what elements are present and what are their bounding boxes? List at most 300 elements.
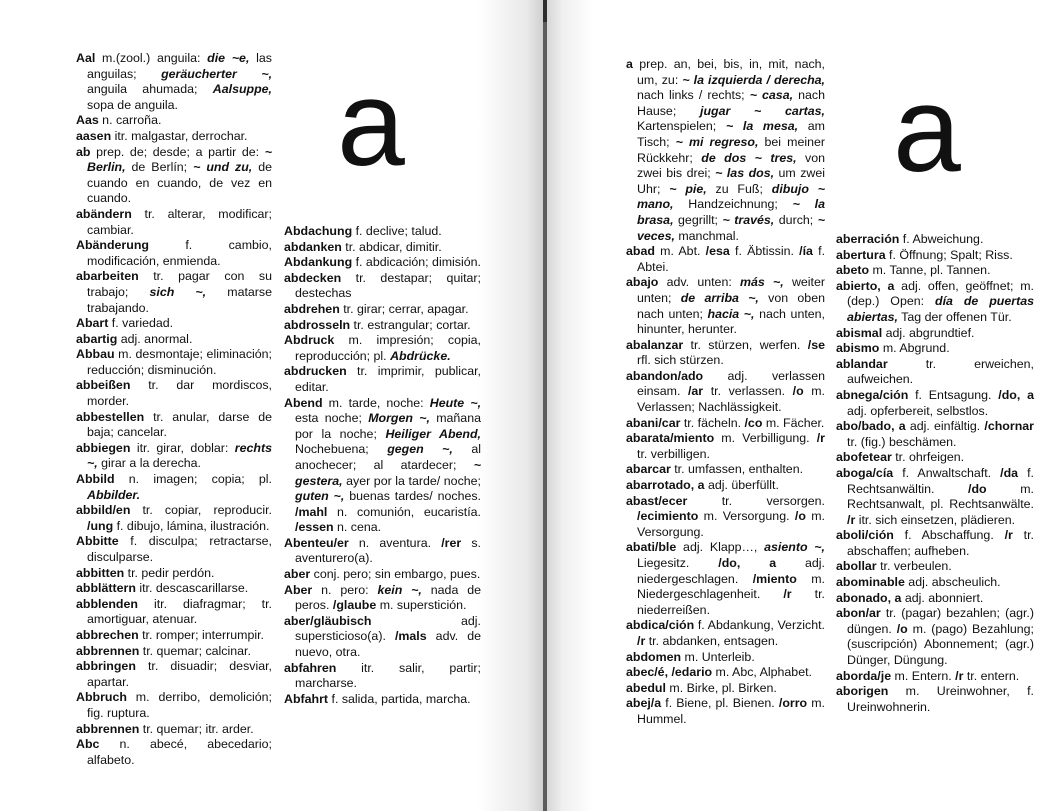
definition-text: Liegesitz. xyxy=(637,556,719,570)
dictionary-column xyxy=(836,232,1034,715)
dictionary-entry xyxy=(76,145,272,207)
definition-text: von zwei bis drei; xyxy=(637,150,826,181)
definition-text: f. cambio, modificación, enmienda. xyxy=(87,238,272,268)
definition-text: m. Birke, pl. Birken. xyxy=(665,680,777,695)
definition-text: f. salida, partida, marcha. xyxy=(328,691,471,706)
headword: abdrehen xyxy=(284,301,340,316)
dictionary-entry xyxy=(626,57,825,244)
headword: Aas xyxy=(76,113,99,128)
definition-text: itr. descascarillarse. xyxy=(135,581,249,596)
headword: /ecimiento xyxy=(637,509,699,524)
dictionary-entry xyxy=(76,441,272,472)
headword: abbestellen xyxy=(76,409,145,424)
definition-text: mañana por la noche; xyxy=(295,411,481,441)
definition-text: tr. verbeulen. xyxy=(876,559,952,574)
definition-text: itr. girar, doblar: xyxy=(130,440,235,455)
headword: /miento xyxy=(752,571,797,586)
dictionary-entry xyxy=(836,326,1034,342)
dictionary-entry xyxy=(284,240,481,256)
dictionary-entry xyxy=(626,369,825,416)
definition-text: tr. estrangular; cortar. xyxy=(350,317,471,332)
headword: /chornar xyxy=(984,419,1034,434)
definition-text: f. dibujo, lámina, ilustración. xyxy=(113,518,270,533)
headword: /se xyxy=(807,337,825,352)
definition-text: s. aventurero(a). xyxy=(295,535,481,566)
definition-text: nach unten, hinunter, herunter. xyxy=(637,306,825,337)
headword: Abdankung xyxy=(284,255,353,270)
dictionary-entry xyxy=(284,224,481,240)
definition-text: f. Rechtsanwältin. xyxy=(847,465,1034,496)
headword: aboga/cía xyxy=(836,465,894,480)
dictionary-entry xyxy=(284,692,481,708)
headword: abbeißen xyxy=(76,378,131,393)
definition-text: adj. anormal. xyxy=(117,331,193,346)
headword: abati/ble xyxy=(626,540,677,555)
headword: Abart xyxy=(76,316,109,331)
definition-text: Kartenspielen; xyxy=(637,119,726,134)
dictionary-entry xyxy=(626,275,825,337)
dictionary-column xyxy=(284,224,481,707)
dictionary-entry xyxy=(836,450,1034,466)
example-phrase: asiento ~, xyxy=(764,540,825,555)
definition-text: m. Abc, Alphabet. xyxy=(712,665,812,680)
headword: abarbeiten xyxy=(76,269,139,284)
example-phrase: de arriba ~, xyxy=(680,290,759,305)
definition-text: adj. abonniert. xyxy=(901,590,984,605)
definition-text: f. Abweichung. xyxy=(899,232,984,246)
definition-text: tr. (pagar) bezahlen; (agr.) düngen. xyxy=(847,606,1034,636)
definition-text: f. disculpa; retractarse, disculparse. xyxy=(87,534,272,564)
definition-text: n. imagen; copia; pl. xyxy=(114,472,272,487)
dictionary-entry xyxy=(836,357,1034,388)
dictionary-entry xyxy=(284,271,481,302)
definition-text: itr. salir, partir; marcharse. xyxy=(295,660,481,691)
definition-text: m. Hummel. xyxy=(637,696,825,726)
definition-text: adj. niedergeschlagen. xyxy=(637,556,826,586)
dictionary-entry xyxy=(76,332,272,348)
definition-text: adj. opferbereit, selbstlos. xyxy=(847,403,989,418)
section-letter: a xyxy=(893,61,961,197)
definition-text: las anguilas; xyxy=(87,51,272,81)
headword: Abenteu/er xyxy=(284,535,349,550)
headword: abbild/en xyxy=(76,503,131,518)
headword: Abdachung xyxy=(284,224,353,238)
headword: abofetear xyxy=(836,450,892,465)
definition-text: tr. dar mordiscos, morder. xyxy=(87,378,272,409)
dictionary-entry xyxy=(76,581,272,597)
dictionary-entry xyxy=(836,684,1034,715)
headword: abbiegen xyxy=(76,440,131,455)
headword: abad xyxy=(626,244,655,259)
dictionary-entry xyxy=(284,318,481,334)
definition-text: adv. unten: xyxy=(658,275,741,290)
definition-text: tr. disuadir; desviar, apartar. xyxy=(87,659,272,689)
definition-text: m. superstición. xyxy=(376,598,467,613)
definition-text: adj. überfüllt. xyxy=(704,478,779,493)
definition-text: m. Versorgung. xyxy=(637,509,825,539)
dictionary-entry xyxy=(76,378,272,409)
definition-text: prep. an, bei, bis, in, mit, nach, um, zu: xyxy=(632,57,825,87)
definition-text: Nochebuena; xyxy=(295,442,388,457)
headword: aber xyxy=(284,567,311,582)
headword: abo/bado, a xyxy=(836,419,906,434)
example-phrase: ~ Berlin, xyxy=(87,144,272,175)
headword: abismal xyxy=(836,325,883,340)
dictionary-entry xyxy=(626,494,825,541)
headword: abdanken xyxy=(284,239,342,254)
dictionary-entry xyxy=(76,207,272,238)
dictionary-entry xyxy=(76,410,272,441)
definition-text: am Tisch; xyxy=(637,119,826,149)
definition-text: Tag der offenen Tür. xyxy=(897,309,1012,324)
definition-text: sopa de anguila. xyxy=(87,97,178,112)
headword: abeto xyxy=(836,263,870,278)
definition-text: tr. quemar; calcinar. xyxy=(139,643,251,658)
headword: Abbild xyxy=(76,472,115,487)
example-phrase: ~ través, xyxy=(722,212,775,227)
headword: Abbau xyxy=(76,347,115,362)
headword: /da xyxy=(1000,465,1019,480)
definition-text: nada de peros. xyxy=(295,582,482,613)
dictionary-entry xyxy=(76,534,272,565)
headword: abertura xyxy=(836,247,886,262)
example-phrase: ~ las dos, xyxy=(715,166,775,181)
example-phrase: Heute ~, xyxy=(429,395,482,410)
dictionary-entry xyxy=(626,696,825,727)
dictionary-entry xyxy=(76,597,272,628)
definition-text: buenas tardes/ noches. xyxy=(344,489,481,504)
headword: Abbruch xyxy=(76,690,127,705)
headword: abedul xyxy=(626,680,666,695)
example-phrase: guten ~, xyxy=(295,489,345,504)
example-phrase: dibujo ~ mano, xyxy=(637,181,825,212)
dictionary-entry xyxy=(76,659,272,690)
headword: abarrotado, a xyxy=(626,478,705,493)
headword: abdrucken xyxy=(284,364,347,379)
definition-text: m. Unterleib. xyxy=(681,649,755,664)
definition-text: tr. abdicar, dimitir. xyxy=(341,239,442,254)
definition-text: itr. sich einsetzen, plädieren. xyxy=(855,512,1016,527)
dictionary-entry xyxy=(76,113,272,129)
dictionary-entry xyxy=(836,248,1034,264)
definition-text: manchmal. xyxy=(674,228,739,243)
definition-text: n. pero: xyxy=(312,582,378,597)
definition-text: m. Abgrund. xyxy=(879,341,950,356)
headword: /r xyxy=(783,587,792,602)
definition-text: tr. girar; cerrar, apagar. xyxy=(339,301,469,316)
definition-text: tr. stürzen, werfen. xyxy=(683,337,808,352)
headword: abollar xyxy=(836,559,877,574)
definition-text: rfl. sich stürzen. xyxy=(637,353,724,368)
headword: Aal xyxy=(76,51,96,65)
dictionary-entry xyxy=(284,333,481,364)
example-phrase: sich ~, xyxy=(149,284,207,299)
definition-text: f. declive; talud. xyxy=(352,224,442,238)
headword: abominable xyxy=(836,575,905,590)
dictionary-entry xyxy=(76,238,272,269)
definition-text: anguila ahumada; xyxy=(87,82,213,97)
headword: /do, a xyxy=(718,556,777,570)
headword: aborigen xyxy=(836,684,889,699)
headword: abdrosseln xyxy=(284,317,351,332)
dictionary-entry xyxy=(76,690,272,721)
dictionary-entry xyxy=(626,540,825,618)
dictionary-entry xyxy=(626,478,825,494)
definition-text: weiter unten; xyxy=(637,275,826,305)
definition-text: f. Öffnung; Spalt; Riss. xyxy=(885,247,1013,262)
definition-text: um zwei Uhr; xyxy=(637,166,825,196)
headword: /mahl xyxy=(295,504,328,519)
dictionary-entry xyxy=(76,628,272,644)
dictionary-entry xyxy=(76,503,272,534)
definition-text: girar a la derecha. xyxy=(97,456,201,471)
headword: /do, a xyxy=(998,387,1034,402)
dictionary-entry xyxy=(626,618,825,649)
example-phrase: rechts ~, xyxy=(87,440,272,471)
headword: abajo xyxy=(626,275,659,290)
definition-text: n. carroña. xyxy=(98,113,162,128)
dictionary-entry xyxy=(284,583,481,614)
dictionary-entry xyxy=(626,416,825,432)
definition-text: m. desmontaje; eliminación; reducción; disminución. xyxy=(87,347,272,377)
definition-text: tr. versorgen. xyxy=(687,493,825,508)
example-phrase: ~ la izquierda / derecha, xyxy=(682,72,826,87)
headword: /r xyxy=(1004,528,1013,543)
definition-text: m. impresión; copia, reproducción; pl. xyxy=(295,333,481,363)
definition-text: n. comunión, eucaristía. xyxy=(327,504,481,519)
dictionary-entry xyxy=(76,644,272,660)
headword: abfahren xyxy=(284,660,337,675)
headword: aasen xyxy=(76,128,112,143)
headword: /esa xyxy=(705,244,730,259)
headword: abbitten xyxy=(76,565,125,580)
headword: abalanzar xyxy=(626,337,684,352)
example-phrase: kein ~, xyxy=(377,582,422,597)
definition-text: zu Fuß; xyxy=(706,181,772,196)
headword: abdomen xyxy=(626,649,682,664)
headword: /o xyxy=(896,621,908,636)
definition-text: adj. abscheulich. xyxy=(904,575,1001,590)
definition-text: tr. (fig.) beschämen. xyxy=(847,434,957,449)
dictionary-entry xyxy=(836,669,1034,685)
definition-text: adj. supersticioso(a). xyxy=(295,613,481,644)
definition-text: f. Abschaffung. xyxy=(893,528,1005,543)
definition-text: nach Hause; xyxy=(637,88,825,118)
dictionary-entry xyxy=(836,591,1034,607)
definition-text: tr. quemar; itr. arder. xyxy=(139,721,254,736)
example-phrase: Abbilder. xyxy=(87,487,141,502)
headword: abej/a xyxy=(626,696,662,711)
dictionary-entry xyxy=(836,606,1034,668)
headword: aboli/ción xyxy=(836,528,894,543)
headword: ablandar xyxy=(836,356,888,371)
definition-text: tr. fächeln. xyxy=(680,415,745,430)
headword: /o xyxy=(792,384,804,399)
definition-text: adj. einfältig. xyxy=(905,419,985,434)
definition-text: f. abdicación; dimisión. xyxy=(352,255,481,270)
definition-text: m. Tanne, pl. Tannen. xyxy=(869,263,991,278)
dictionary-entry xyxy=(76,472,272,503)
headword: a xyxy=(626,57,633,71)
headword: aber/gläubisch xyxy=(284,613,372,628)
headword: /r xyxy=(816,431,825,446)
headword: abarata/miento xyxy=(626,431,715,446)
example-phrase: ~ la mesa, xyxy=(725,119,799,134)
headword: abani/car xyxy=(626,415,681,430)
dictionary-entry xyxy=(836,263,1034,279)
dictionary-entry xyxy=(836,559,1034,575)
definition-text: m. Niedergeschlagenheit. xyxy=(637,571,825,602)
definition-text: tr. abschaffen; aufheben. xyxy=(847,528,1034,558)
headword: abec/é, /edario xyxy=(626,665,713,680)
headword: aborda/je xyxy=(836,668,892,683)
definition-text: m. Entern. xyxy=(891,668,956,683)
example-phrase: hacia ~, xyxy=(707,306,755,321)
example-phrase: die ~e, xyxy=(207,51,250,65)
example-phrase: día de puertas abiertas, xyxy=(847,294,1034,324)
example-phrase: ~ mi regreso, xyxy=(675,134,759,149)
headword: /ung xyxy=(87,518,114,533)
dictionary-entry xyxy=(836,388,1034,419)
definition-text: tr. niederreißen. xyxy=(637,587,825,617)
headword: abandon/ado xyxy=(626,368,704,383)
definition-text: tr. destapar; quitar; destechas xyxy=(295,270,481,301)
definition-text: durch; xyxy=(774,212,818,227)
headword: /essen xyxy=(295,520,334,535)
definition-text: prep. de; desde; a partir de: xyxy=(90,144,265,159)
dictionary-entry xyxy=(76,566,272,582)
definition-text: adj. Klapp…, xyxy=(676,540,765,555)
definition-text: von oben nach unten; xyxy=(637,290,825,321)
definition-text: tr. erweichen, aufweichen. xyxy=(847,356,1034,387)
headword: abierto, a xyxy=(836,278,895,293)
headword: abnega/ción xyxy=(836,387,909,402)
dictionary-entry xyxy=(284,567,481,583)
dictionary-entry xyxy=(626,665,825,681)
example-phrase: gegen ~, xyxy=(387,442,453,457)
example-phrase: ~ gestera, xyxy=(295,457,481,488)
dictionary-entry xyxy=(284,396,481,536)
definition-text: n. cena. xyxy=(333,520,382,535)
headword: /orro xyxy=(778,696,808,711)
definition-text: tr. romper; interrumpir. xyxy=(138,627,264,642)
definition-text: n. aventura. xyxy=(348,535,442,550)
definition-text: f. Abtei. xyxy=(637,244,826,274)
dictionary-entry xyxy=(836,232,1034,248)
definition-text: f. Biene, pl. Bienen. xyxy=(661,696,779,711)
headword: ab xyxy=(76,144,91,159)
definition-text: tr. copiar, reproducir. xyxy=(130,503,272,518)
definition-text: al anochecer; al atardecer; xyxy=(295,442,481,472)
definition-text: adj. offen, geöffnet; m. (dep.) Open: xyxy=(847,278,1034,309)
example-phrase: ~ casa, xyxy=(749,88,794,103)
definition-text: gegrillt; xyxy=(673,212,723,227)
dictionary-entry xyxy=(76,347,272,378)
headword: abblättern xyxy=(76,581,136,596)
definition-text: f. Abdankung, Verzicht. xyxy=(694,618,825,633)
headword: abblenden xyxy=(76,596,138,611)
definition-text: f. Entsagung. xyxy=(908,387,999,402)
example-phrase: Morgen ~, xyxy=(368,411,430,426)
section-letter: a xyxy=(337,55,405,191)
dictionary-entry xyxy=(76,51,272,113)
headword: Aber xyxy=(284,582,313,597)
definition-text: tr. ohrfeigen. xyxy=(891,450,965,465)
headword: abbrennen xyxy=(76,643,140,658)
definition-text: tr. entern. xyxy=(963,668,1020,683)
headword: Abbitte xyxy=(76,534,119,549)
definition-text: m. Verlassen; Nachlässigkeit. xyxy=(637,384,825,415)
dictionary-entry xyxy=(836,528,1034,559)
definition-text: conj. pero; sin embargo, pues. xyxy=(310,567,481,582)
example-phrase: Aalsuppe, xyxy=(212,82,272,97)
headword: /r xyxy=(955,668,964,683)
example-phrase: Abdrücke. xyxy=(390,348,451,363)
dictionary-entry xyxy=(76,269,272,316)
dictionary-entry xyxy=(284,614,481,661)
dictionary-entry xyxy=(626,650,825,666)
definition-text: ayer por la tarde/ noche; xyxy=(342,473,481,488)
definition-text: m. Fächer. xyxy=(762,415,825,430)
dictionary-entry xyxy=(626,338,825,369)
dictionary-entry xyxy=(626,244,825,275)
definition-text: esta noche; xyxy=(295,411,369,426)
dictionary-entry xyxy=(284,661,481,692)
definition-text: tr. pagar con su trabajo; xyxy=(87,269,272,299)
headword: Abfahrt xyxy=(284,691,329,706)
dictionary-entry xyxy=(284,536,481,567)
example-phrase: más ~, xyxy=(740,275,784,290)
dictionary-entry xyxy=(76,737,272,768)
headword: abartig xyxy=(76,331,118,346)
example-phrase: ~ veces, xyxy=(637,212,826,243)
definition-text: adv. de nuevo, otra. xyxy=(295,629,482,660)
dictionary-entry xyxy=(284,255,481,271)
definition-text: m. derribo, demolición; fig. ruptura. xyxy=(87,690,272,720)
example-phrase: Heiliger Abend, xyxy=(385,426,481,441)
definition-text: tr. pedir perdón. xyxy=(124,565,215,580)
dictionary-entry xyxy=(76,722,272,738)
definition-text: bei meiner Rückkehr; xyxy=(637,134,826,165)
definition-text: n. abecé, abecedario; alfabeto. xyxy=(87,737,272,767)
definition-text: tr. imprimir, publicar, editar. xyxy=(295,364,481,394)
definition-text: tr. alterar, modificar; cambiar. xyxy=(87,206,272,237)
definition-text: tr. umfassen, enthalten. xyxy=(670,462,804,477)
headword: /mals xyxy=(394,629,427,644)
headword: abismo xyxy=(836,341,880,356)
definition-text: m.(zool.) anguila: xyxy=(95,51,208,65)
headword: /ar xyxy=(687,384,704,399)
dictionary-entry xyxy=(76,129,272,145)
dictionary-entry xyxy=(836,466,1034,528)
right-page xyxy=(547,0,1059,811)
definition-text: matarse trabajando. xyxy=(87,284,273,315)
definition-text: m. (pago) Bezahlung; (suscripción) Abonnement; (agr.) Dünger, Düngung. xyxy=(847,621,1034,668)
dictionary-entry xyxy=(626,462,825,478)
definition-text: Handzeichnung; xyxy=(673,197,793,212)
headword: abdecken xyxy=(284,270,342,285)
dictionary-column xyxy=(626,57,825,728)
dictionary-entry xyxy=(836,279,1034,326)
definition-text: nach links / rechts; xyxy=(637,88,750,103)
dictionary-entry xyxy=(626,431,825,462)
definition-text: itr. diafragmar; tr. amortiguar, atenuar. xyxy=(87,596,272,627)
definition-text: tr. anular, darse de baja; cancelar. xyxy=(87,409,272,440)
dictionary-entry xyxy=(626,681,825,697)
definition-text: f. Anwaltschaft. xyxy=(893,465,1001,480)
headword: /co xyxy=(744,415,763,430)
dictionary-entry xyxy=(76,316,272,332)
